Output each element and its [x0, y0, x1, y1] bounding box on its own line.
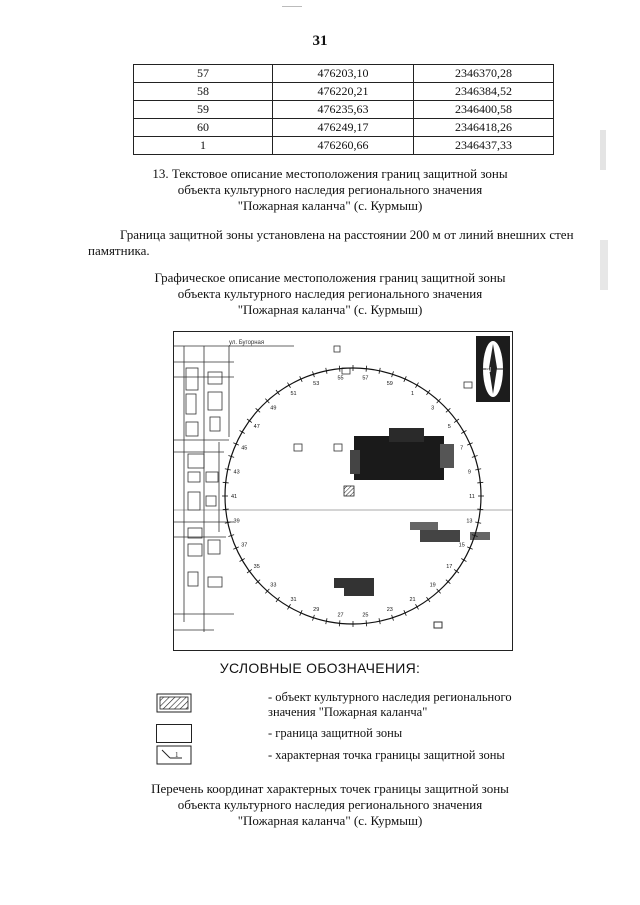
nearby-buildings — [334, 522, 490, 628]
y-coordinate-cell: 2346437,33 — [414, 137, 554, 155]
legend-hatch-symbol — [156, 693, 192, 713]
legend-text-line: - объект культурного наследия регионального — [268, 690, 512, 704]
boundary-point-label: 15 — [458, 542, 465, 549]
point-number-cell: 57 — [134, 65, 273, 83]
x-coordinate-cell: 476203,10 — [273, 65, 414, 83]
boundary-point-tick — [426, 597, 430, 602]
legend-text-line: значения "Пожарная каланча" — [268, 705, 428, 719]
point-number-cell: 58 — [134, 83, 273, 101]
boundary-point-label: 39 — [233, 518, 240, 525]
legend-point-number: 1 — [175, 751, 179, 759]
boundary-point-tick — [454, 419, 459, 423]
legend-item-zone-boundary: - граница защитной зоны — [268, 726, 403, 740]
coordinates-list-heading — [60, 781, 600, 829]
legend-zone-boundary-symbol — [156, 724, 192, 743]
boundary-point-label: 27 — [337, 612, 344, 619]
boundary-point-label: 17 — [446, 563, 453, 570]
page-number: 31 — [312, 33, 328, 49]
boundary-point-label: 51 — [290, 390, 297, 397]
boundary-point-label: 47 — [253, 424, 260, 431]
legend-point-symbol — [156, 745, 192, 765]
boundary-point-label: 41 — [230, 494, 238, 500]
heading-line: Графическое описание местоположения границ защитной зоны — [154, 270, 506, 285]
boundary-point-label: 9 — [467, 469, 471, 476]
y-coordinate-cell: 2346370,28 — [414, 65, 554, 83]
boundary-point-label: 35 — [253, 563, 260, 570]
legend-item-characteristic-point: - характерная точка границы защитной зоны — [268, 748, 505, 762]
heading-line: "Пожарная каланча" (с. Курмыш) — [237, 198, 423, 213]
boundary-point-tick — [477, 482, 483, 483]
boundary-point-label: 55 — [337, 375, 344, 382]
boundary-point-label: 1 — [410, 390, 415, 397]
y-coordinate-cell: 2346400,58 — [414, 101, 554, 119]
x-coordinate-cell: 476220,21 — [273, 83, 414, 101]
scan-mark — [600, 130, 606, 170]
boundary-point-tick — [477, 509, 483, 510]
land-parcels — [174, 346, 472, 632]
monument-building — [350, 428, 454, 480]
boundary-point-tick — [247, 419, 252, 423]
coordinates-table — [133, 64, 554, 155]
boundary-point-label: 43 — [233, 469, 240, 476]
section-13-heading — [60, 166, 600, 214]
point-number-cell: 59 — [134, 101, 273, 119]
boundary-point-tick — [366, 620, 367, 626]
north-arrow — [476, 336, 510, 402]
scan-mark — [600, 240, 608, 290]
heading-line: объекта культурного наследия регионального значения — [177, 797, 483, 812]
heading-line: объекта культурного наследия регионального значения — [177, 182, 483, 197]
boundary-point-tick — [426, 390, 430, 395]
protection-zone-map — [173, 331, 513, 651]
boundary-point-tick — [276, 597, 280, 602]
boundary-point-label: 7 — [460, 445, 464, 452]
boundary-point-label: 23 — [386, 607, 393, 614]
boundary-point-label: 21 — [409, 597, 416, 604]
boundary-point-tick — [223, 482, 229, 483]
boundary-point-tick — [339, 620, 340, 626]
boundary-point-label: 53 — [313, 380, 320, 387]
boundary-point-tick — [223, 509, 229, 510]
boundary-point-label: 29 — [313, 607, 320, 614]
boundary-point-label: 19 — [429, 582, 436, 589]
boundary-point-tick — [247, 569, 252, 573]
legend-title: УСЛОВНЫЕ ОБОЗНАЧЕНИЯ: — [219, 660, 421, 676]
boundary-point-label: 59 — [386, 380, 393, 387]
table-row — [134, 119, 554, 137]
table-row — [134, 83, 554, 101]
y-coordinate-cell: 2346384,52 — [414, 83, 554, 101]
heading-line: "Пожарная каланча" (с. Курмыш) — [237, 302, 423, 317]
point-number-cell: 60 — [134, 119, 273, 137]
x-coordinate-cell: 476235,63 — [273, 101, 414, 119]
street-label: ул. Бугорная — [229, 340, 265, 346]
y-coordinate-cell: 2346418,26 — [414, 119, 554, 137]
boundary-point-label: 49 — [270, 405, 277, 412]
graphic-description-heading — [60, 270, 600, 318]
heading-line: объекта культурного наследия регионального значения — [177, 286, 483, 301]
x-coordinate-cell: 476260,66 — [273, 137, 414, 155]
boundary-point-label: 25 — [362, 612, 369, 619]
heading-line: 13. Текстовое описание местоположения границ защитной зоны — [152, 166, 508, 181]
boundary-point-tick — [276, 390, 280, 395]
table-row — [134, 65, 554, 83]
boundary-point-label: 57 — [362, 375, 369, 382]
table-row — [134, 101, 554, 119]
boundary-point-tick — [366, 366, 367, 372]
scan-mark — [282, 6, 302, 7]
legend-item-heritage — [268, 690, 512, 720]
boundary-paragraph: Граница защитной зоны установлена на расстоянии 200 м от линий внешних стен — [120, 227, 574, 242]
x-coordinate-cell: 476249,17 — [273, 119, 414, 137]
boundary-point-label: 11 — [469, 494, 475, 500]
boundary-point-label: 37 — [241, 542, 248, 549]
boundary-point-label: 45 — [241, 445, 248, 452]
table-row — [134, 137, 554, 155]
point-number-cell: 1 — [134, 137, 273, 155]
boundary-point-tick — [339, 366, 340, 372]
boundary-point-label: 33 — [270, 582, 277, 589]
boundary-point-label: 13 — [466, 518, 473, 525]
compass-letter: N — [486, 367, 492, 374]
boundary-point-label: 3 — [431, 405, 435, 412]
heading-line: "Пожарная каланча" (с. Курмыш) — [237, 813, 423, 828]
boundary-paragraph-continuation: памятника. — [88, 243, 150, 258]
heritage-object-marker — [344, 486, 354, 496]
boundary-point-label: 31 — [290, 597, 297, 604]
boundary-point-tick — [454, 569, 459, 573]
map-canvas — [174, 332, 512, 650]
heading-line: Перечень координат характерных точек границы защитной зоны — [151, 781, 509, 796]
boundary-point-label: 5 — [447, 424, 451, 431]
